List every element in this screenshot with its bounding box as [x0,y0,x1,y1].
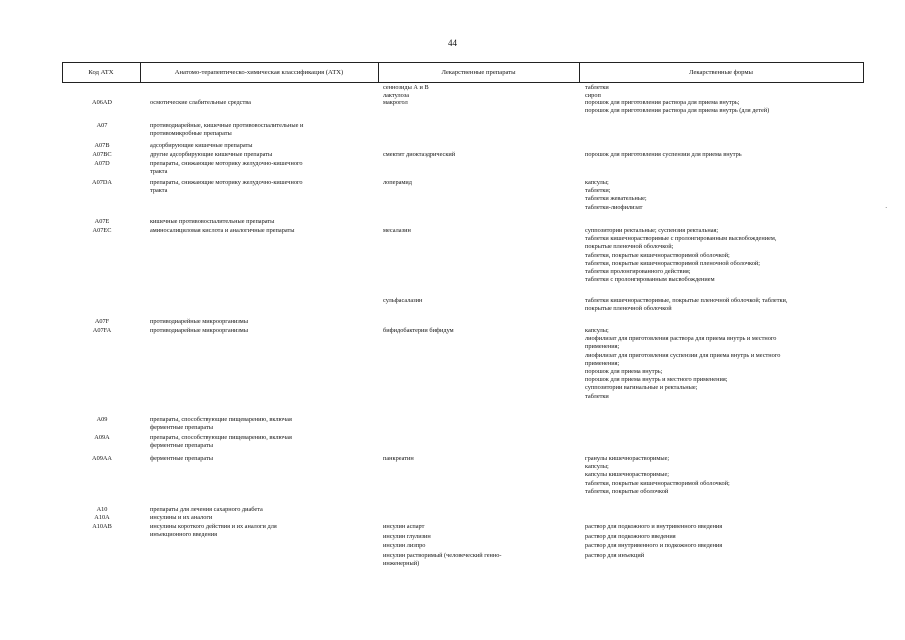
dosage-form-line: таблетки, покрытые кишечнорастворимой пленочной оболочкой; [585,259,761,267]
atx-code: A07F [94,318,110,325]
atx-code: A07B [94,142,110,149]
dosage-form-line: таблетки, покрытые кишечнорастворимой оболочкой; [585,251,730,259]
classification-line: ферментные препараты [150,442,214,450]
classification-line: осмотические слабительные средства [150,99,251,106]
header-forms: Лекарственные формы [689,69,753,76]
classification-cell [150,227,372,235]
drugs-cell [383,99,573,107]
atx-code: A07BC [92,151,112,158]
classification-cell [150,122,372,138]
dosage-form-line: таблетки-лиофилизат [585,203,643,211]
classification-cell [150,455,372,463]
drug-name-line: инсулин глулизин [383,533,431,540]
classification-line: препараты, снижающие моторику желудочно-кишечного [150,179,303,186]
classification-line: ферментные препараты [150,424,214,432]
forms-cell [585,297,870,313]
atx-code: A10AB [92,523,112,530]
drug-name-line: сульфасалазин [383,297,423,304]
classification-line: инъекционного введения [150,531,218,539]
dosage-form-line: суппозитории ректальные; суспензия ректальная; [585,227,719,234]
drugs-cell [383,455,573,463]
atx-code: A07FA [92,327,112,334]
page-number: 44 [448,38,457,48]
atx-code: A07DA [92,179,112,186]
dosage-form-line: порошок для приема внутрь и местного применения; [585,376,728,384]
classification-cell [150,327,372,335]
dosage-form-line: таблетки, покрытые кишечнорастворимой оболочкой; [585,479,730,487]
dosage-form-line: таблетки [585,392,609,400]
atx-code: A10 [96,506,108,513]
classification-line: препараты, способствующие пищеварению, включая [150,416,292,423]
drugs-cell [383,179,573,187]
drug-name-line: месалазин [383,227,411,234]
classification-cell [150,506,372,514]
dosage-form-line: таблетки жевательные; [585,195,647,203]
classification-line: инсулины короткого действия и их аналоги для [150,523,277,530]
classification-cell [150,318,372,326]
atx-code: A09AA [92,455,112,462]
atx-code: A09A [94,434,110,441]
classification-line: тракта [150,168,168,176]
atx-code: A07 [96,122,108,129]
classification-cell [150,218,372,226]
classification-line: препараты, снижающие моторику желудочно-кишечного [150,160,303,167]
dosage-form-line: капсулы кишечнорастворимые; [585,471,670,479]
dosage-form-line: порошок для приготовления суспензии для приема внутрь [585,151,742,158]
classification-cell [150,151,372,159]
atx-code: A06AD [92,99,112,106]
classification-line: аминосалициловая кислота и аналогичные препараты [150,227,295,234]
dosage-form-line: сироп [585,92,601,99]
dosage-form-line: таблетки кишечнорастворимые с пролонгированным высвобождением, [585,235,777,243]
drugs-cell [383,151,573,159]
drug-name-line: инсулин аспарт [383,523,425,530]
forms-cell [585,327,870,401]
classification-cell [150,434,372,450]
drugs-cell [383,542,573,550]
drug-name-line: макрогол [383,99,408,106]
classification-cell [150,416,372,432]
dosage-form-line: применения; [585,343,620,351]
drugs-cell [383,552,573,568]
atx-code: A10A [94,514,110,521]
forms-cell [585,455,870,496]
atx-code: A09 [96,416,108,423]
dosage-form-line: гранулы кишечнорастворимые; [585,455,670,462]
atx-code: A07EC [92,227,112,234]
drug-name-line: инсулин лизпро [383,542,426,549]
dosage-form-line: лиофилизат для приготовления суспензии для приема внутрь и местного [585,351,781,359]
classification-cell [150,179,372,195]
atx-code: A07E [94,218,110,225]
scan-mark: · [885,204,888,212]
dosage-form-line: порошок для приема внутрь; [585,367,663,375]
dosage-form-line: капсулы; [585,179,609,186]
drug-name-line: смектит диоктаэдрический [383,151,456,158]
classification-line: противодиарейные, кишечные противовоспалительные и [150,122,304,129]
forms-cell [585,523,870,531]
classification-line: ферментные препараты [150,455,214,462]
dosage-form-line: таблетки с пролонгированным высвобождением [585,276,715,284]
forms-cell [585,179,870,212]
drug-name-line: инсулин растворимый (человеческий генно- [383,552,502,559]
dosage-form-line: раствор для подкожного введения [585,533,676,540]
dosage-form-line: раствор для внутривенного и подкожного введения [585,542,723,549]
dosage-form-line: капсулы; [585,463,609,471]
classification-cell [150,523,372,539]
dosage-form-line: таблетки, покрытые оболочкой [585,487,669,495]
drug-name-line: сеннозиды А и В [383,84,429,91]
classification-line: препараты для лечения сахарного диабета [150,506,263,513]
classification-line: кишечные противовоспалительные препараты [150,218,275,225]
forms-cell [585,542,870,550]
classification-line: инсулины и их аналоги [150,514,213,521]
drugs-cell [383,297,573,305]
drugs-cell [383,84,573,92]
classification-cell [150,514,372,522]
header-drugs: Лекарственные препараты [441,69,516,76]
dosage-form-line: суппозитории вагинальные и ректальные; [585,384,698,392]
forms-cell [585,533,870,541]
classification-cell [150,142,372,150]
dosage-form-line: капсулы; [585,327,609,334]
classification-line: другие адсорбирующие кишечные препараты [150,151,273,158]
drug-name-line: панкреатин [383,455,414,462]
dosage-form-line: таблетки пролонгированного действия; [585,267,691,275]
drug-name-line: лоперамид [383,179,412,186]
dosage-form-line: таблетки; [585,187,611,195]
column-divider [863,63,864,82]
header-code: Код АТХ [88,69,114,76]
header-classification: Анатомо-терапевтическо-химическая классификация (АТХ) [174,69,344,76]
forms-cell [585,84,870,92]
atx-code: A07D [94,160,110,167]
classification-line: тракта [150,187,168,195]
dosage-form-line: раствор для подкожного и внутривенного введения [585,523,723,530]
forms-cell [585,99,870,115]
classification-cell [150,99,372,107]
forms-cell [585,552,870,560]
dosage-form-line: таблетки [585,84,609,91]
table-header [62,62,864,83]
drugs-cell [383,523,573,531]
classification-line: противодиарейные микроорганизмы [150,318,248,325]
dosage-form-line: порошок для приготовления раствора для приема внутрь; [585,99,740,106]
classification-line: препараты, способствующие пищеварению, включая [150,434,292,441]
drugs-cell [383,327,573,335]
dosage-form-line: раствор для инъекций [585,552,645,559]
drug-name-line: бифидобактерии бифидум [383,327,454,334]
drug-name-line: инженерный) [383,560,420,568]
dosage-form-line: применения; [585,359,620,367]
forms-cell [585,227,870,284]
classification-line: противодиарейные микроорганизмы [150,327,248,334]
dosage-form-line: покрытые пленочной оболочкой; [585,243,674,251]
dosage-form-line: таблетки кишечнорастворимые, покрытые пленочной оболочкой; таблетки, [585,297,788,304]
drug-name-line: лактулоза [383,92,410,99]
dosage-form-line: лиофилизат для приготовления раствора для приема внутрь и местного [585,335,777,343]
forms-cell [585,151,870,159]
classification-line: адсорбирующие кишечные препараты [150,142,253,149]
classification-line: противомикробные препараты [150,130,232,138]
dosage-form-line: порошок для приготовления раствора для приема внутрь (для детей) [585,107,770,115]
drugs-cell [383,533,573,541]
drugs-cell [383,227,573,235]
classification-cell [150,160,372,176]
dosage-form-line: покрытые пленочной оболочкой [585,305,672,313]
